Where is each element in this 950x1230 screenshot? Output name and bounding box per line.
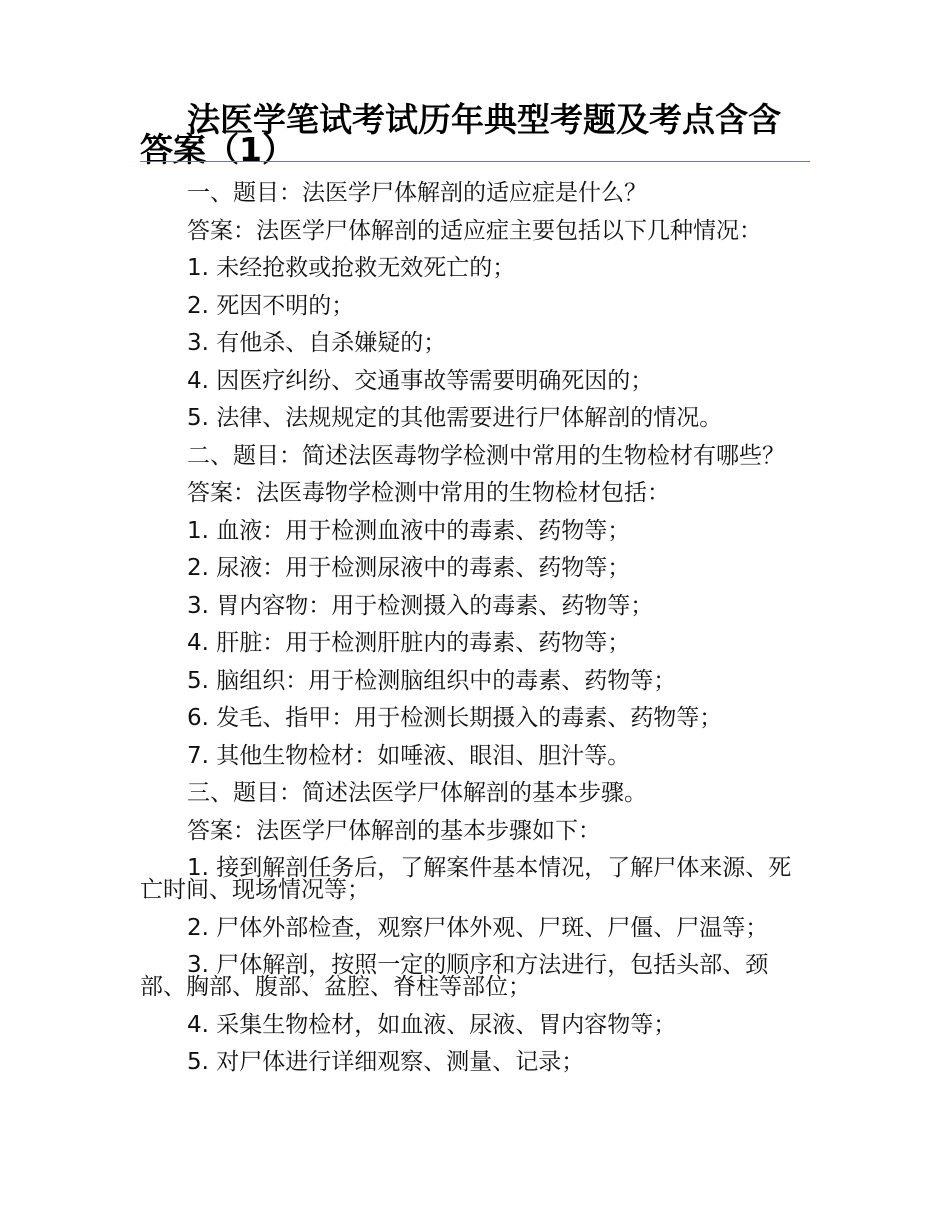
document-body xyxy=(140,175,810,1082)
list-item: 7. 其他生物检材：如唾液、眼泪、胆汁等。 xyxy=(187,742,631,769)
list-item: 4. 采集生物检材，如血液、尿液、胃内容物等； xyxy=(187,1011,677,1038)
title-divider xyxy=(140,161,810,162)
list-item: 2. 尸体外部检查，观察尸体外观、尸斑、尸僵、尸温等； xyxy=(187,914,769,941)
answer-1-intro: 答案：法医学尸体解剖的适应症主要包括以下几种情况： xyxy=(187,217,762,244)
question-2-heading: 二、题目：简述法医毒物学检测中常用的生物检材有哪些？ xyxy=(187,442,785,469)
question-1-heading: 一、题目：法医学尸体解剖的适应症是什么？ xyxy=(187,180,647,206)
answer-2-intro: 答案：法医毒物学检测中常用的生物检材包括： xyxy=(187,480,670,506)
question-3-heading: 三、题目：简述法医学尸体解剖的基本步骤。 xyxy=(187,780,647,806)
list-item: 5. 对尸体进行详细观察、测量、记录； xyxy=(187,1049,585,1075)
list-item: 6. 发毛、指甲：用于检测长期摄入的毒素、药物等； xyxy=(187,705,723,731)
list-item: 4. 肝脏：用于检测肝脏内的毒素、药物等； xyxy=(187,630,631,656)
list-item: 3. 胃内容物：用于检测摄入的毒素、药物等； xyxy=(187,592,654,619)
list-item: 3. 有他杀、自杀嫌疑的； xyxy=(187,330,447,356)
list-item: 1. 血液：用于检测血液中的毒素、药物等； xyxy=(187,517,631,544)
list-item: 1. 未经抢救或抢救无效死亡的； xyxy=(187,255,516,281)
list-item: 4. 因医疗纠纷、交通事故等需要明确死因的； xyxy=(187,367,654,394)
list-item: 5. 脑组织：用于检测脑组织中的毒素、药物等； xyxy=(187,667,677,694)
list-item: 2. 死因不明的； xyxy=(187,292,355,319)
document-title: 法医学笔试考试历年典型考题及考点含含答案（1） xyxy=(140,100,781,169)
answer-3-intro: 答案：法医学尸体解剖的基本步骤如下： xyxy=(187,817,601,844)
list-item: 2. 尿液：用于检测尿液中的毒素、药物等； xyxy=(187,555,631,581)
list-item: 3. 尸体解剖，按照一定的顺序和方法进行，包括头部、颈部、胸部、腹部、盆腔、脊柱等部位； xyxy=(140,952,769,1000)
list-item: 5. 法律、法规规定的其他需要进行尸体解剖的情况。 xyxy=(187,405,723,431)
list-item: 1. 接到解剖任务后，了解案件基本情况，了解尸体来源、死亡时间、现场情况等； xyxy=(140,855,792,903)
